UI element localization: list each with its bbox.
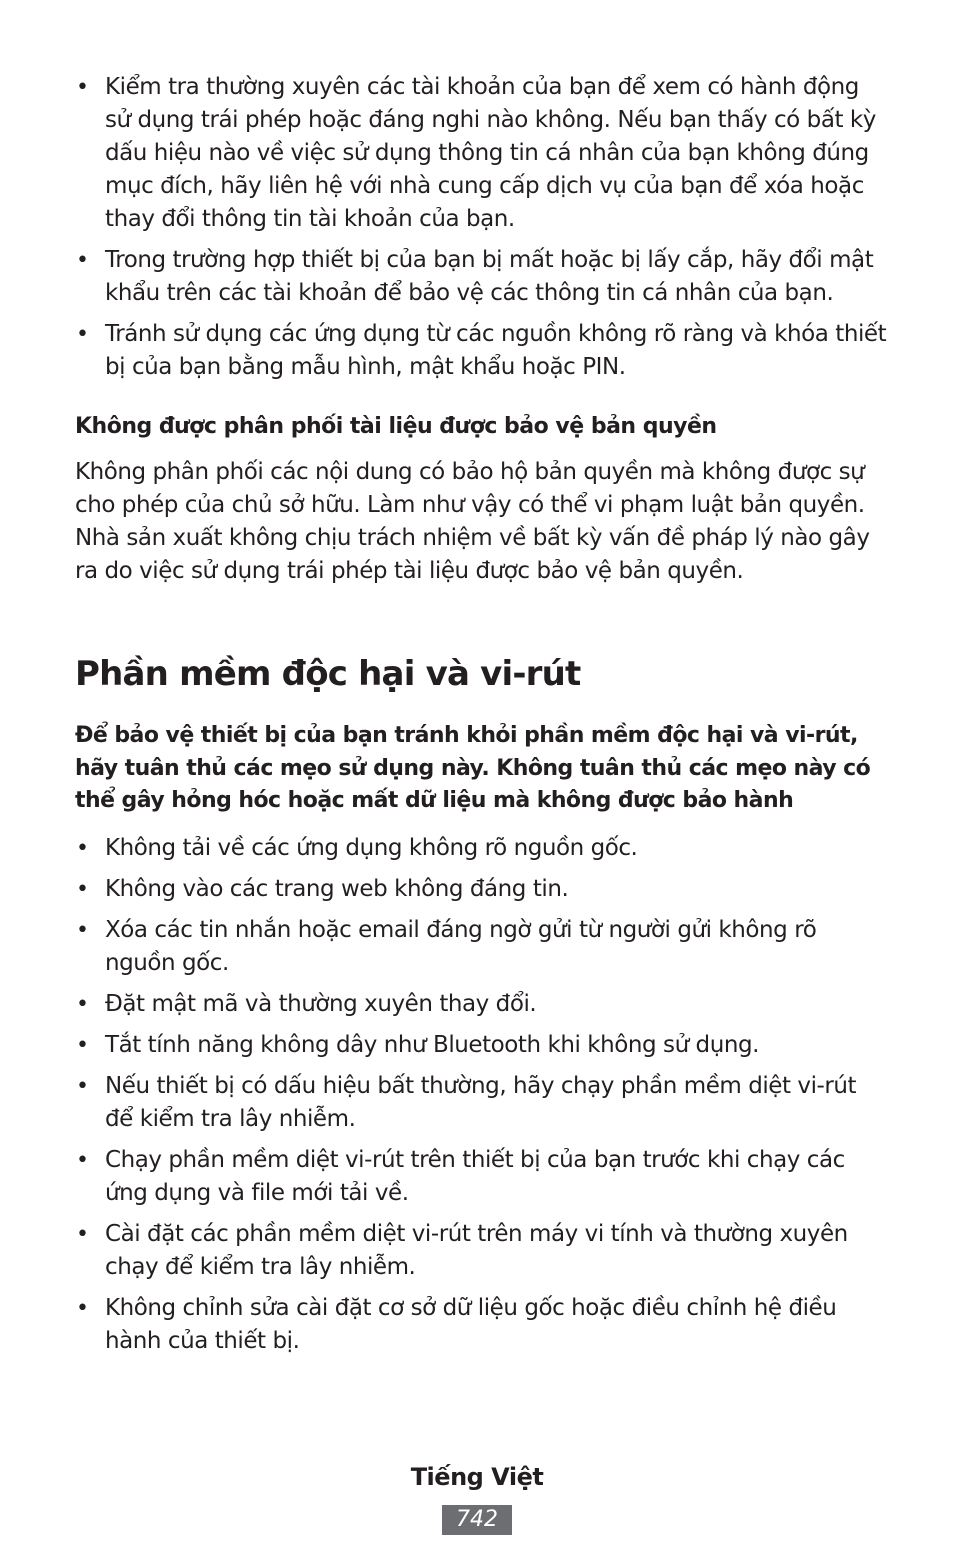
section-title: Phần mềm độc hại và vi-rút [75, 654, 581, 694]
list-item: • Đặt mật mã và thường xuyên thay đổi. [75, 988, 890, 1021]
list-item: • Tắt tính năng không dây như Bluetooth khi không sử dụng. [75, 1029, 890, 1062]
malware-tips-list [75, 832, 890, 1358]
bullet-icon: • [76, 1295, 89, 1321]
bullet-icon: • [76, 1221, 89, 1247]
bullet-icon: • [76, 917, 89, 943]
copyright-heading: Không được phân phối tài liệu được bảo vệ bản quyền [75, 414, 717, 439]
section-intro: Để bảo vệ thiết bị của bạn tránh khỏi phần mềm độc hại và vi-rút, hãy tuân thủ các mẹo sử dụng này. Không tuân thủ các mẹo này có thể gây hỏng hóc hoặc mất dữ liệu mà không được bảo hành [75, 723, 871, 813]
list-item: • Nếu thiết bị có dấu hiệu bất thường, hãy chạy phần mềm diệt vi-rút để kiểm tra lây nhiễm. [75, 1070, 890, 1136]
list-item: • Tránh sử dụng các ứng dụng từ các nguồn không rõ ràng và khóa thiết bị của bạn bằng mẫu hình, mật khẩu hoặc PIN. [75, 318, 890, 384]
bullet-icon: • [76, 248, 89, 273]
list-item: • Không tải về các ứng dụng không rõ nguồn gốc. [75, 832, 890, 865]
bullet-icon: • [76, 1147, 89, 1173]
bullet-icon: • [76, 835, 89, 861]
bullet-icon: • [76, 75, 89, 100]
page-content [75, 71, 890, 1366]
bullet-icon: • [76, 322, 89, 347]
list-item: • Kiểm tra thường xuyên các tài khoản của bạn để xem có hành động sử dụng trái phép hoặc đáng nghi nào không. Nếu bạn thấy có bất kỳ dấu hiệu nào về việc sử dụng thông tin cá nhân của bạn không đúng mục đích, hãy liên hệ với nhà cung cấp dịch vụ của bạn để xóa hoặc thay đổi thông tin tài khoản của bạn. [75, 71, 890, 236]
list-item: • Cài đặt các phần mềm diệt vi-rút trên máy vi tính và thường xuyên chạy để kiểm tra lây nhiễm. [75, 1218, 890, 1284]
account-safety-list [75, 71, 890, 384]
list-item: • Không chỉnh sửa cài đặt cơ sở dữ liệu gốc hoặc điều chỉnh hệ điều hành của thiết bị. [75, 1292, 890, 1358]
copyright-paragraph: Không phân phối các nội dung có bảo hộ bản quyền mà không được sự cho phép của chủ sở hữu. Làm như vậy có thể vi phạm luật bản quyền. Nhà sản xuất không chịu trách nhiệm về bất kỳ vấn đề pháp lý nào gây ra do việc sử dụng trái phép tài liệu được bảo vệ bản quyền. [75, 459, 870, 584]
bullet-icon: • [76, 1073, 89, 1099]
footer-language: Tiếng Việt [410, 1463, 544, 1491]
page-number-badge: 742 [442, 1505, 512, 1535]
bullet-icon: • [76, 876, 89, 902]
list-item: • Không vào các trang web không đáng tin. [75, 873, 890, 906]
list-item: • Xóa các tin nhắn hoặc email đáng ngờ gửi từ người gửi không rõ nguồn gốc. [75, 914, 890, 980]
list-item: • Chạy phần mềm diệt vi-rút trên thiết bị của bạn trước khi chạy các ứng dụng và file mới tải về. [75, 1144, 890, 1210]
bullet-icon: • [76, 1032, 89, 1058]
bullet-icon: • [76, 991, 89, 1017]
list-item: • Trong trường hợp thiết bị của bạn bị mất hoặc bị lấy cắp, hãy đổi mật khẩu trên các tài khoản để bảo vệ các thông tin cá nhân của bạn. [75, 244, 890, 310]
